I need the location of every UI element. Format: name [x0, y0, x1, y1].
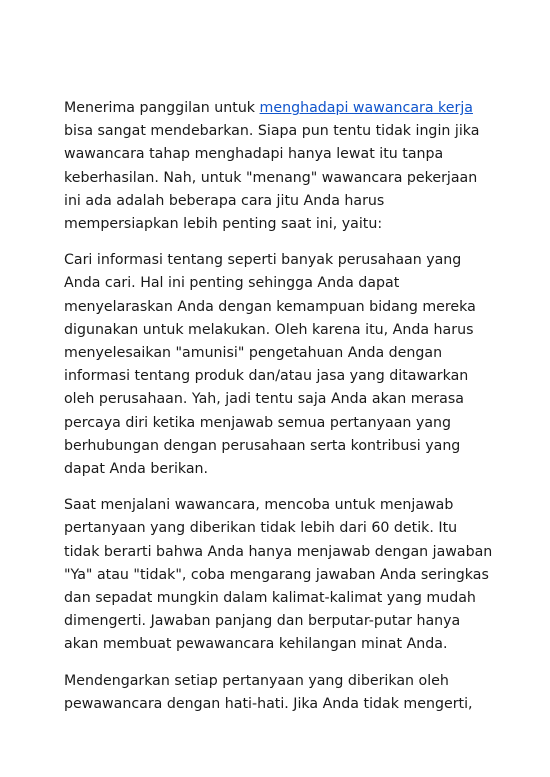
- interview-link[interactable]: menghadapi wawancara kerja: [259, 100, 473, 116]
- paragraph-research-company: Cari informasi tentang seperti banyak perusahaan yang Anda cari. Hal ini penting sehingga Anda dapat menyelaraskan Anda dengan kemampuan bidang mereka digunakan untuk melakukan. Oleh karena itu, Anda harus menyelesaikan "amunisi" pengetahuan Anda dengan informasi tentang produk dan/atau jasa yang ditawarkan oleh perusahaan. Yah, jadi tentu saja Anda akan merasa percaya diri ketika menjawab semua pertanyaan yang berhubungan dengan perusahaan serta kontribusi yang dapat Anda berikan.: [64, 252, 476, 478]
- paragraph-listen-carefully: Mendengarkan setiap pertanyaan yang diberikan oleh pewawancara dengan hati-hati. Jika Anda tidak mengerti,: [64, 672, 473, 712]
- paragraph-intro: [64, 97, 496, 236]
- paragraph-intro-text: Menerima panggilan untuk: [64, 100, 260, 116]
- paragraph-answer-concisely: Saat menjalani wawancara, mencoba untuk menjawab pertanyaan yang diberikan tidak lebih dari 60 detik. Itu tidak berarti bahwa Anda hanya menjawab dengan jawaban "Ya" atau "tidak", coba mengarang jawaban Anda seringkas dan sepadat mungkin dalam kalimat-kalimat yang mudah dimengerti. Jawaban panjang dan berputar-putar hanya akan membuat pewawancara kehilangan minat Anda.: [64, 497, 493, 653]
- document-body: [64, 97, 496, 729]
- paragraph-intro-continuation: bisa sangat mendebarkan. Siapa pun tentu tidak ingin jika wawancara tahap menghadapi hanya lewat itu tanpa keberhasilan. Nah, untuk "menang" wawancara pekerjaan ini ada adalah beberapa cara jitu Anda harus mempersiapkan lebih penting saat ini, yaitu:: [64, 123, 480, 233]
